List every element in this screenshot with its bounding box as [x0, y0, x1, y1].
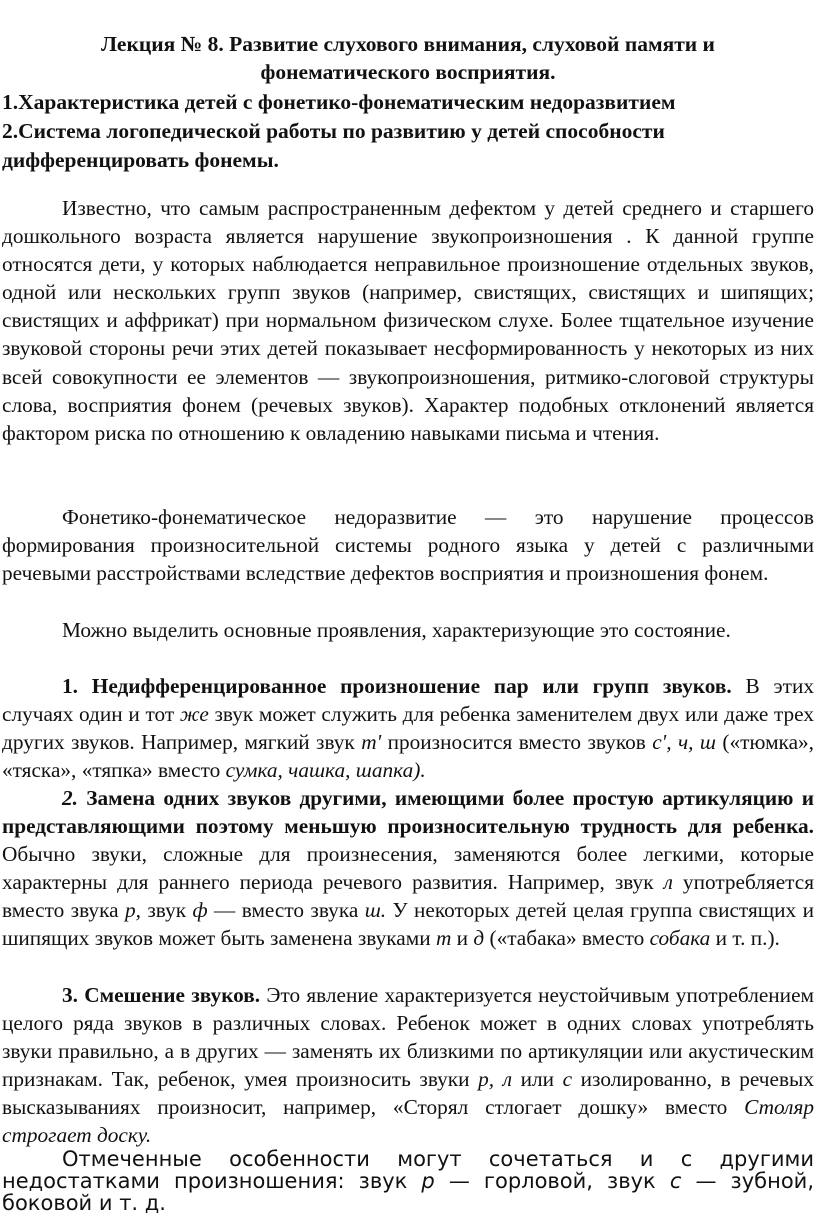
paragraph-intro: Известно, что самым распространенным дефектом у детей среднего и старшего дошкольного возраста является нарушение звукопроизношения . К данной группе относятся дети, у которых наблюдается неправильное произношение отдельных звуков, одной или нескольких групп звуков (например, свистящих, свистящих и шипящих; свистящих и аффрикат) при нормальном физическом слухе. Более тщательное изучение звуковой стороны речи этих детей показывает несформированность у некоторых из них всей совокупности ее элементов — звукопроизношения, ритмико-слоговой структуры слова, восприятия фонем (речевых звуков). Характер подобных отклонений является фактором риска по отношению к овладению навыками письма и чтения. — [2, 196, 814, 445]
heading-item-2-continued: дифференцировать фонемы. — [2, 148, 279, 172]
point-2-lead: Замена одних звуков другими, имеющими более простую артикуляцию и представляющими поэтому меньшую произносительную трудность для ребенка. — [2, 786, 814, 839]
heading-item-2: 2.Система логопедической работы по развитию у детей способности — [2, 119, 665, 143]
point-2-number: 2. — [62, 786, 78, 810]
heading-item-1: 1.Характеристика детей с фонетико-фонематическим недоразвитием — [2, 90, 676, 114]
lecture-title-line-2: фонематического восприятия. — [260, 60, 556, 84]
paragraph-point-2: 2. Замена одних звуков другими, имеющими более простую артикуляцию и представляющими поэтому меньшую произносительную трудность для ребенка. Обычно звуки, сложные для произнесения, заменяются более легкими, которые характерны для раннего периода речевого развития. Например, звук л употребляется вместо звука р, звук ф — вместо звука ш. У некоторых детей целая группа свистящих и шипящих звуков может быть заменена звуками т и д («табака» вместо собака и т. п.). — [2, 786, 815, 951]
lecture-title-line-1: Лекция № 8. Развитие слухового внимания, слуховой памяти и — [101, 32, 715, 56]
paragraph-definition: Фонетико-фонематическое недоразвитие — это нарушение процессов формирования произносительной системы родного языка у детей с различными речевыми расстройствами вследствие дефектов восприятия и произношения фонем. — [2, 505, 814, 586]
paragraph-point-3: 3. Смешение звуков. Это явление характеризуется неустойчивым употреблением целого ряда звуков в различных словах. Ребенок может в одних словах употреблять звуки правильно, а в других — заменять их близкими по артикуляции или акустическим признакам. Так, ребенок, умея произносить звуки р, л или с изолированно, в речевых высказываниях произносит, например, «Сторял стлогает дошку» вместо Столяр строгает доску. — [2, 983, 814, 1148]
paragraph-point-1: 1. Недифференцированное произношение пар или групп звуков. В этих случаях один и тот же звук может служить для ребенка заменителем двух или даже трех других звуков. Например, мягкий звук т' произносится вместо звуков с', ч, ш («тюмка», «тяска», «тяпка» вместо сумка, чашка, шапка). — [2, 674, 815, 783]
point-1-lead: 1. Недифференцированное произношение пар или групп звуков. — [62, 674, 732, 698]
paragraph-closing: Отмеченные особенности могут сочетаться и с другими недостатками произношения: звук р — горловой, звук с — зубной, боковой и т. д. — [2, 1147, 814, 1215]
paragraph-manifestations: Можно выделить основные проявления, характеризующие это состояние. — [62, 618, 731, 642]
point-3-lead: 3. Смешение звуков. — [62, 983, 261, 1007]
